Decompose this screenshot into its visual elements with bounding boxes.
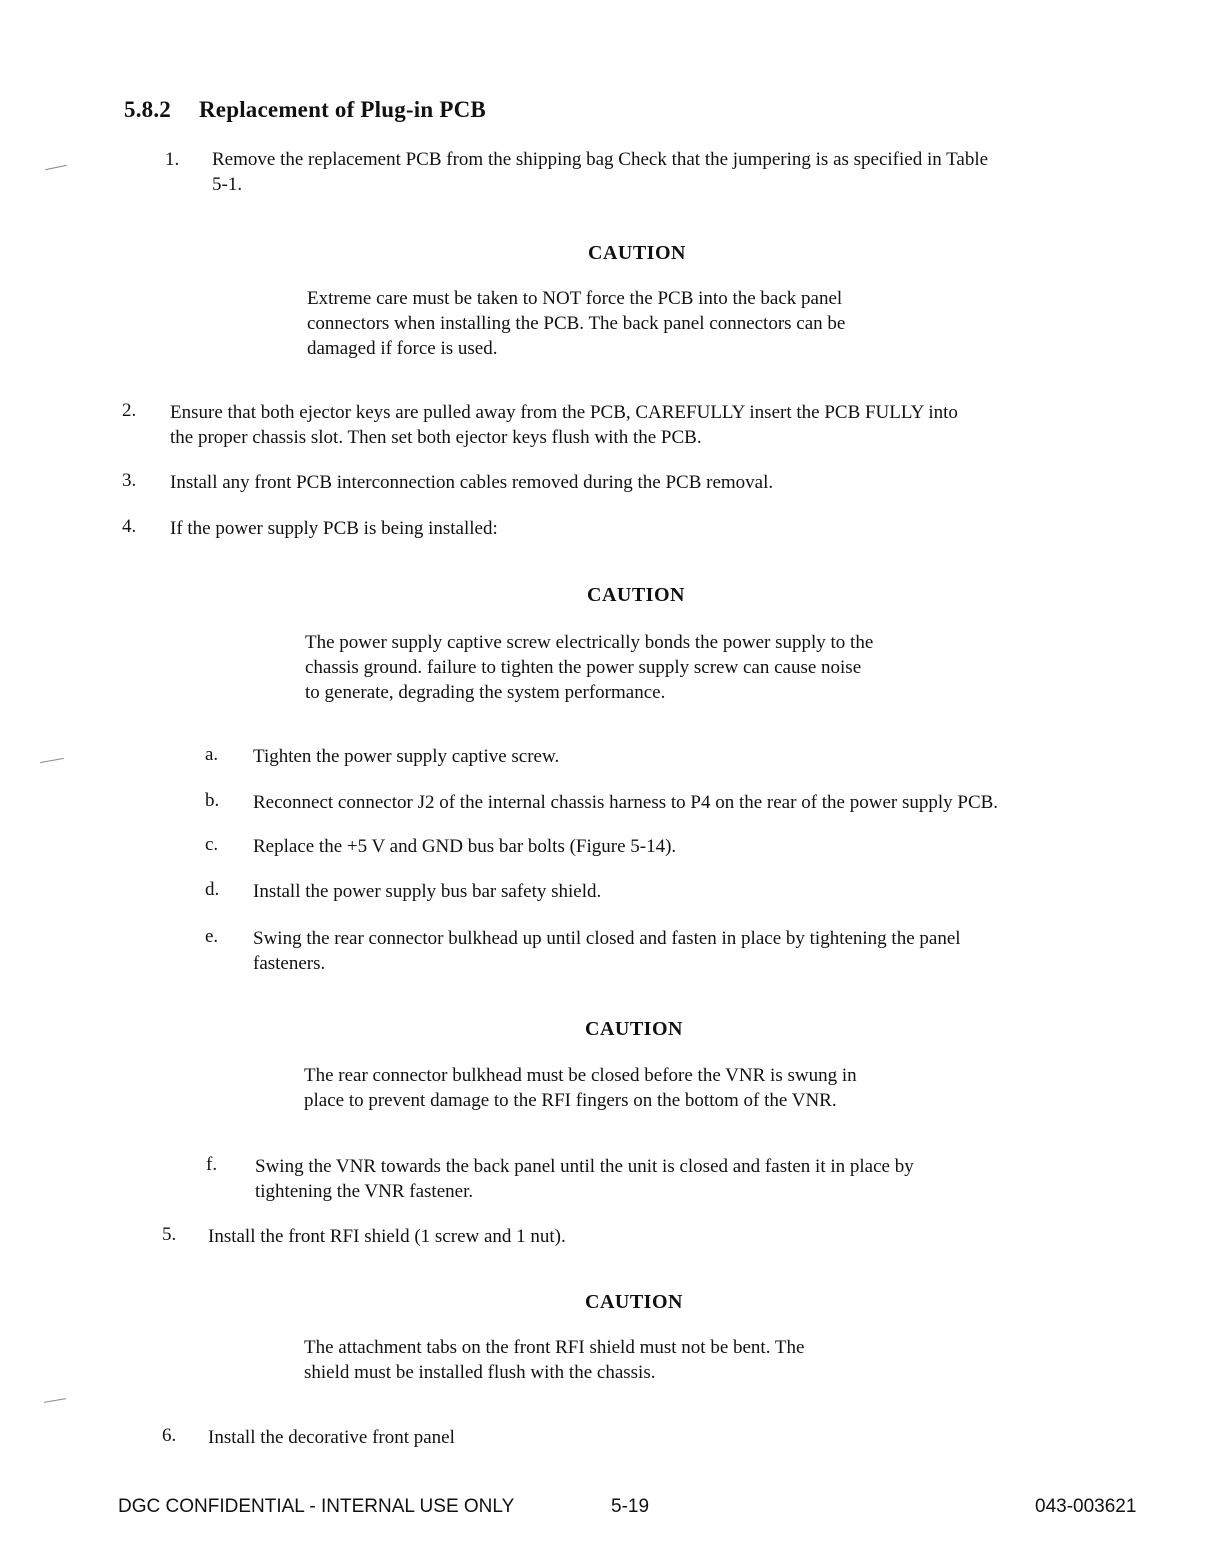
caution-line: chassis ground. failure to tighten the power supply screw can cause noise [305,657,862,678]
caution-line: damaged if force is used. [307,338,498,359]
caution-body [304,1335,804,1385]
caution-line: shield must be installed flush with the chassis. [304,1362,656,1383]
caution-title: CAUTION [585,1291,683,1313]
substep-letter: f. [206,1154,218,1175]
caution-line: Extreme care must be taken to NOT force the PCB into the back panel [307,288,843,309]
section-title: Replacement of Plug-in PCB [199,97,486,122]
step-text [208,1224,566,1249]
step-number: 1. [165,149,180,170]
step-line: Install the decorative front panel [208,1427,455,1448]
step-text [170,516,498,541]
scan-mark [44,1398,66,1403]
step-text [170,470,773,495]
substep-text [253,790,998,815]
substep-line: Swing the VNR towards the back panel until the unit is closed and fasten it in place by [255,1156,914,1177]
substep-text [253,834,676,859]
substep-line: Reconnect connector J2 of the internal chassis harness to P4 on the rear of the power supply PCB. [253,792,999,813]
caution-line: The rear connector bulkhead must be closed before the VNR is swung in [304,1065,857,1086]
step-number: 4. [122,516,137,537]
caution-line: place to prevent damage to the RFI fingers on the bottom of the VNR. [304,1090,837,1111]
step-line: Install any front PCB interconnection cables removed during the PCB removal. [170,472,774,493]
substep-text [253,744,559,769]
substep-text [253,926,961,976]
caution-line: to generate, degrading the system performance. [305,682,666,703]
caution-title: CAUTION [587,584,685,606]
step-text [208,1425,455,1450]
substep-line: Install the power supply bus bar safety shield. [253,881,602,902]
scan-mark [40,758,64,763]
step-line: If the power supply PCB is being installed: [170,518,498,539]
substep-text [253,879,601,904]
section-number: 5.8.2 [124,97,171,122]
substep-letter: a. [205,744,219,765]
substep-line: Replace the +5 V and GND bus bar bolts (Figure 5-14). [253,836,677,857]
step-text [170,400,958,450]
step-line: Install the front RFI shield (1 screw and 1 nut). [208,1226,566,1247]
caution-line: The power supply captive screw electrically bonds the power supply to the [305,632,874,653]
caution-body [304,1063,857,1113]
step-line: Ensure that both ejector keys are pulled away from the PCB, CAREFULLY insert the PCB FULLY into [170,402,958,423]
substep-letter: d. [205,879,220,900]
caution-line: connectors when installing the PCB. The back panel connectors can be [307,313,846,334]
step-number: 3. [122,470,137,491]
substep-letter: e. [205,926,219,947]
substep-line: Tighten the power supply captive screw. [253,746,560,767]
caution-line: The attachment tabs on the front RFI shield must not be bent. The [304,1337,805,1358]
scan-mark [45,165,67,171]
substep-letter: c. [205,834,219,855]
footer-confidential: DGC CONFIDENTIAL - INTERNAL USE ONLY [118,1496,515,1517]
step-number: 6. [162,1425,177,1446]
substep-letter: b. [205,790,220,811]
caution-title: CAUTION [585,1018,683,1040]
step-line: the proper chassis slot. Then set both ejector keys flush with the PCB. [170,427,702,448]
step-number: 2. [122,400,137,421]
footer-document-number: 043-003621 [1035,1496,1137,1517]
substep-text [255,1154,914,1204]
substep-line: fasteners. [253,953,326,974]
caution-title: CAUTION [588,242,686,264]
step-line: Remove the replacement PCB from the shipping bag Check that the jumpering is as specified in Table [212,149,989,170]
substep-line: tightening the VNR fastener. [255,1181,474,1202]
footer-page-number: 5-19 [611,1496,650,1517]
step-line: 5-1. [212,174,243,195]
caution-body [307,286,845,361]
step-number: 5. [162,1224,177,1245]
caution-body [305,630,873,705]
step-text [212,147,988,197]
substep-line: Swing the rear connector bulkhead up until closed and fasten in place by tightening the panel [253,928,961,949]
